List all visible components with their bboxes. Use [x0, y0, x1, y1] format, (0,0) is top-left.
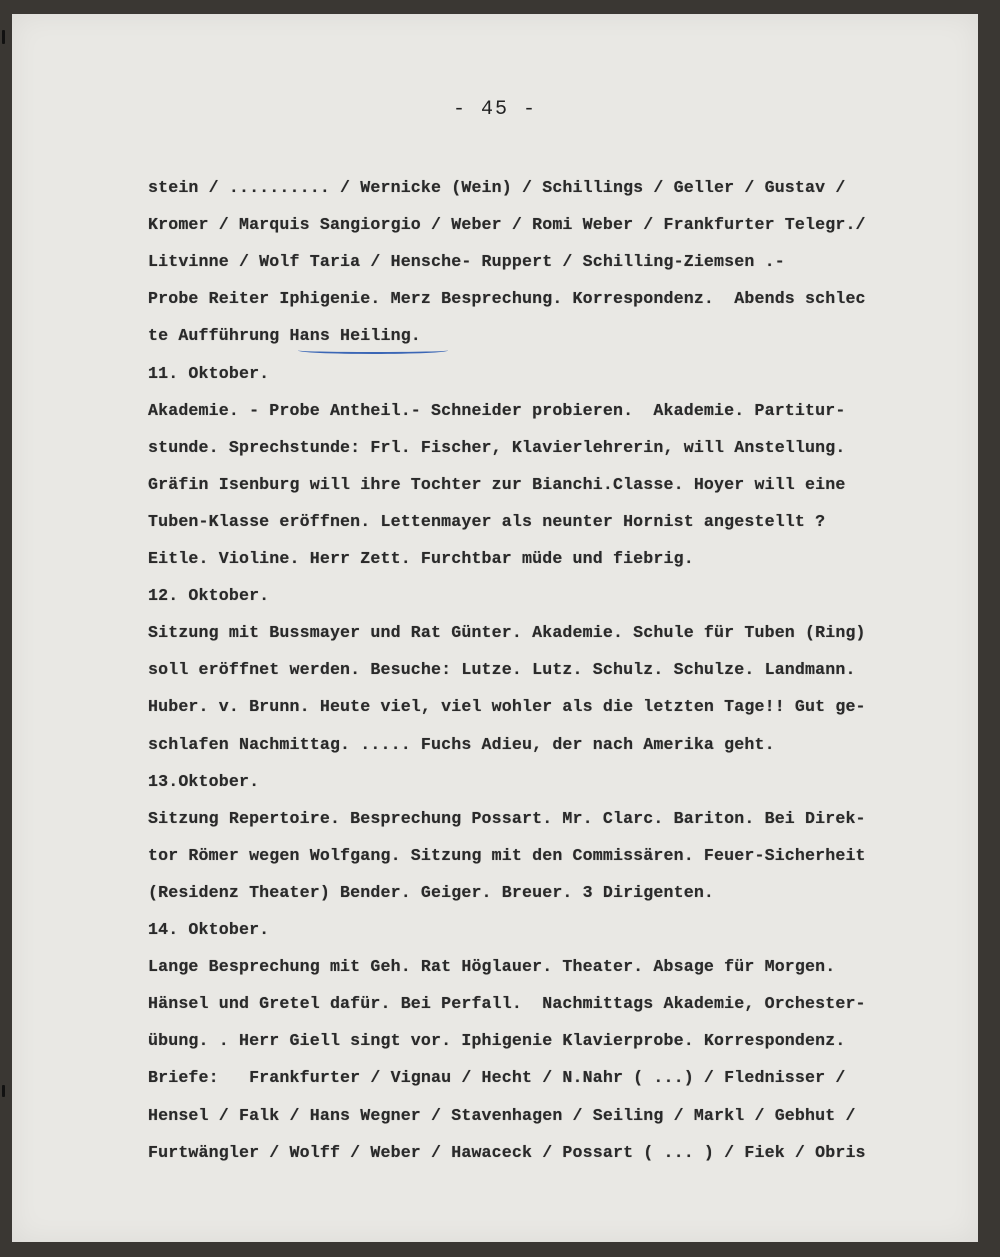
text-line: soll eröffnet werden. Besuche: Lutze. Lutz. Schulz. Schulze. Landmann.: [148, 660, 856, 680]
text-line: Akademie. - Probe Antheil.- Schneider probieren. Akademie. Partitur-: [148, 400, 846, 420]
text-line: stein / .......... / Wernicke (Wein) / Schillings / Geller / Gustav /: [148, 178, 846, 197]
text-line: Tuben-Klasse eröffnen. Lettenmayer als neunter Hornist angestellt ?: [148, 511, 826, 531]
text-line: 12. Oktober.: [148, 586, 270, 606]
text-line: Probe Reiter Iphigenie. Merz Besprechung. Korrespondenz. Abends schlec: [148, 289, 866, 309]
text-line: Hänsel und Gretel dafür. Bei Perfall. Nachmittags Akademie, Orchester-: [148, 994, 866, 1014]
text-line: Lange Besprechung mit Geh. Rat Höglauer. Theater. Absage für Morgen.: [148, 957, 836, 977]
text-line: Gräfin Isenburg will ihre Tochter zur Bianchi.Classe. Hoyer will eine: [148, 474, 846, 494]
text-line: Hensel / Falk / Hans Wegner / Stavenhagen / Seiling / Markl / Gebhut /: [148, 1105, 856, 1125]
text-line: Kromer / Marquis Sangiorgio / Weber / Romi Weber / Frankfurter Telegr./: [148, 215, 866, 235]
text-line: 14. Oktober.: [148, 920, 270, 939]
text-line: Furtwängler / Wolff / Weber / Hawaceck / Possart ( ... ) / Fiek / Obris: [148, 1142, 866, 1162]
text-line: Huber. v. Brunn. Heute viel, viel wohler als die letzten Tage!! Gut ge-: [148, 697, 866, 717]
text-line: 13.Oktober.: [148, 771, 260, 791]
binding-mark: [2, 30, 5, 44]
text-line: (Residenz Theater) Bender. Geiger. Breuer. 3 Dirigenten.: [148, 882, 715, 902]
text-line: tor Römer wegen Wolfgang. Sitzung mit den Commissären. Feuer-Sicherheit: [148, 845, 866, 865]
text-line: übung. . Herr Giell singt vor. Iphigenie Klavierprobe. Korrespondenz.: [148, 1031, 846, 1051]
text-line: Briefe: Frankfurter / Vignau / Hecht / N.Nahr ( ...) / Flednisser /: [148, 1068, 846, 1088]
text-line: stunde. Sprechstunde: Frl. Fischer, Klavierlehrerin, will Anstellung.: [148, 437, 846, 457]
text-line: te Aufführung Hans Heiling.: [148, 326, 421, 346]
text-line: Litvinne / Wolf Taria / Hensche- Ruppert / Schilling-Ziemsen .-: [148, 252, 785, 272]
text-line: schlafen Nachmittag. ..... Fuchs Adieu, der nach Amerika geht.: [148, 734, 775, 754]
binding-mark: [2, 1085, 5, 1097]
text-line: 11. Oktober.: [148, 363, 270, 383]
text-line: Eitle. Violine. Herr Zett. Furchtbar müde und fiebrig.: [148, 549, 694, 568]
page-number: - 45 -: [452, 98, 537, 121]
text-line: Sitzung Repertoire. Besprechung Possart. Mr. Clarc. Bariton. Bei Direk-: [148, 808, 866, 828]
pen-underline: [298, 347, 448, 354]
text-line: Sitzung mit Bussmayer und Rat Günter. Akademie. Schule für Tuben (Ring): [148, 623, 866, 643]
